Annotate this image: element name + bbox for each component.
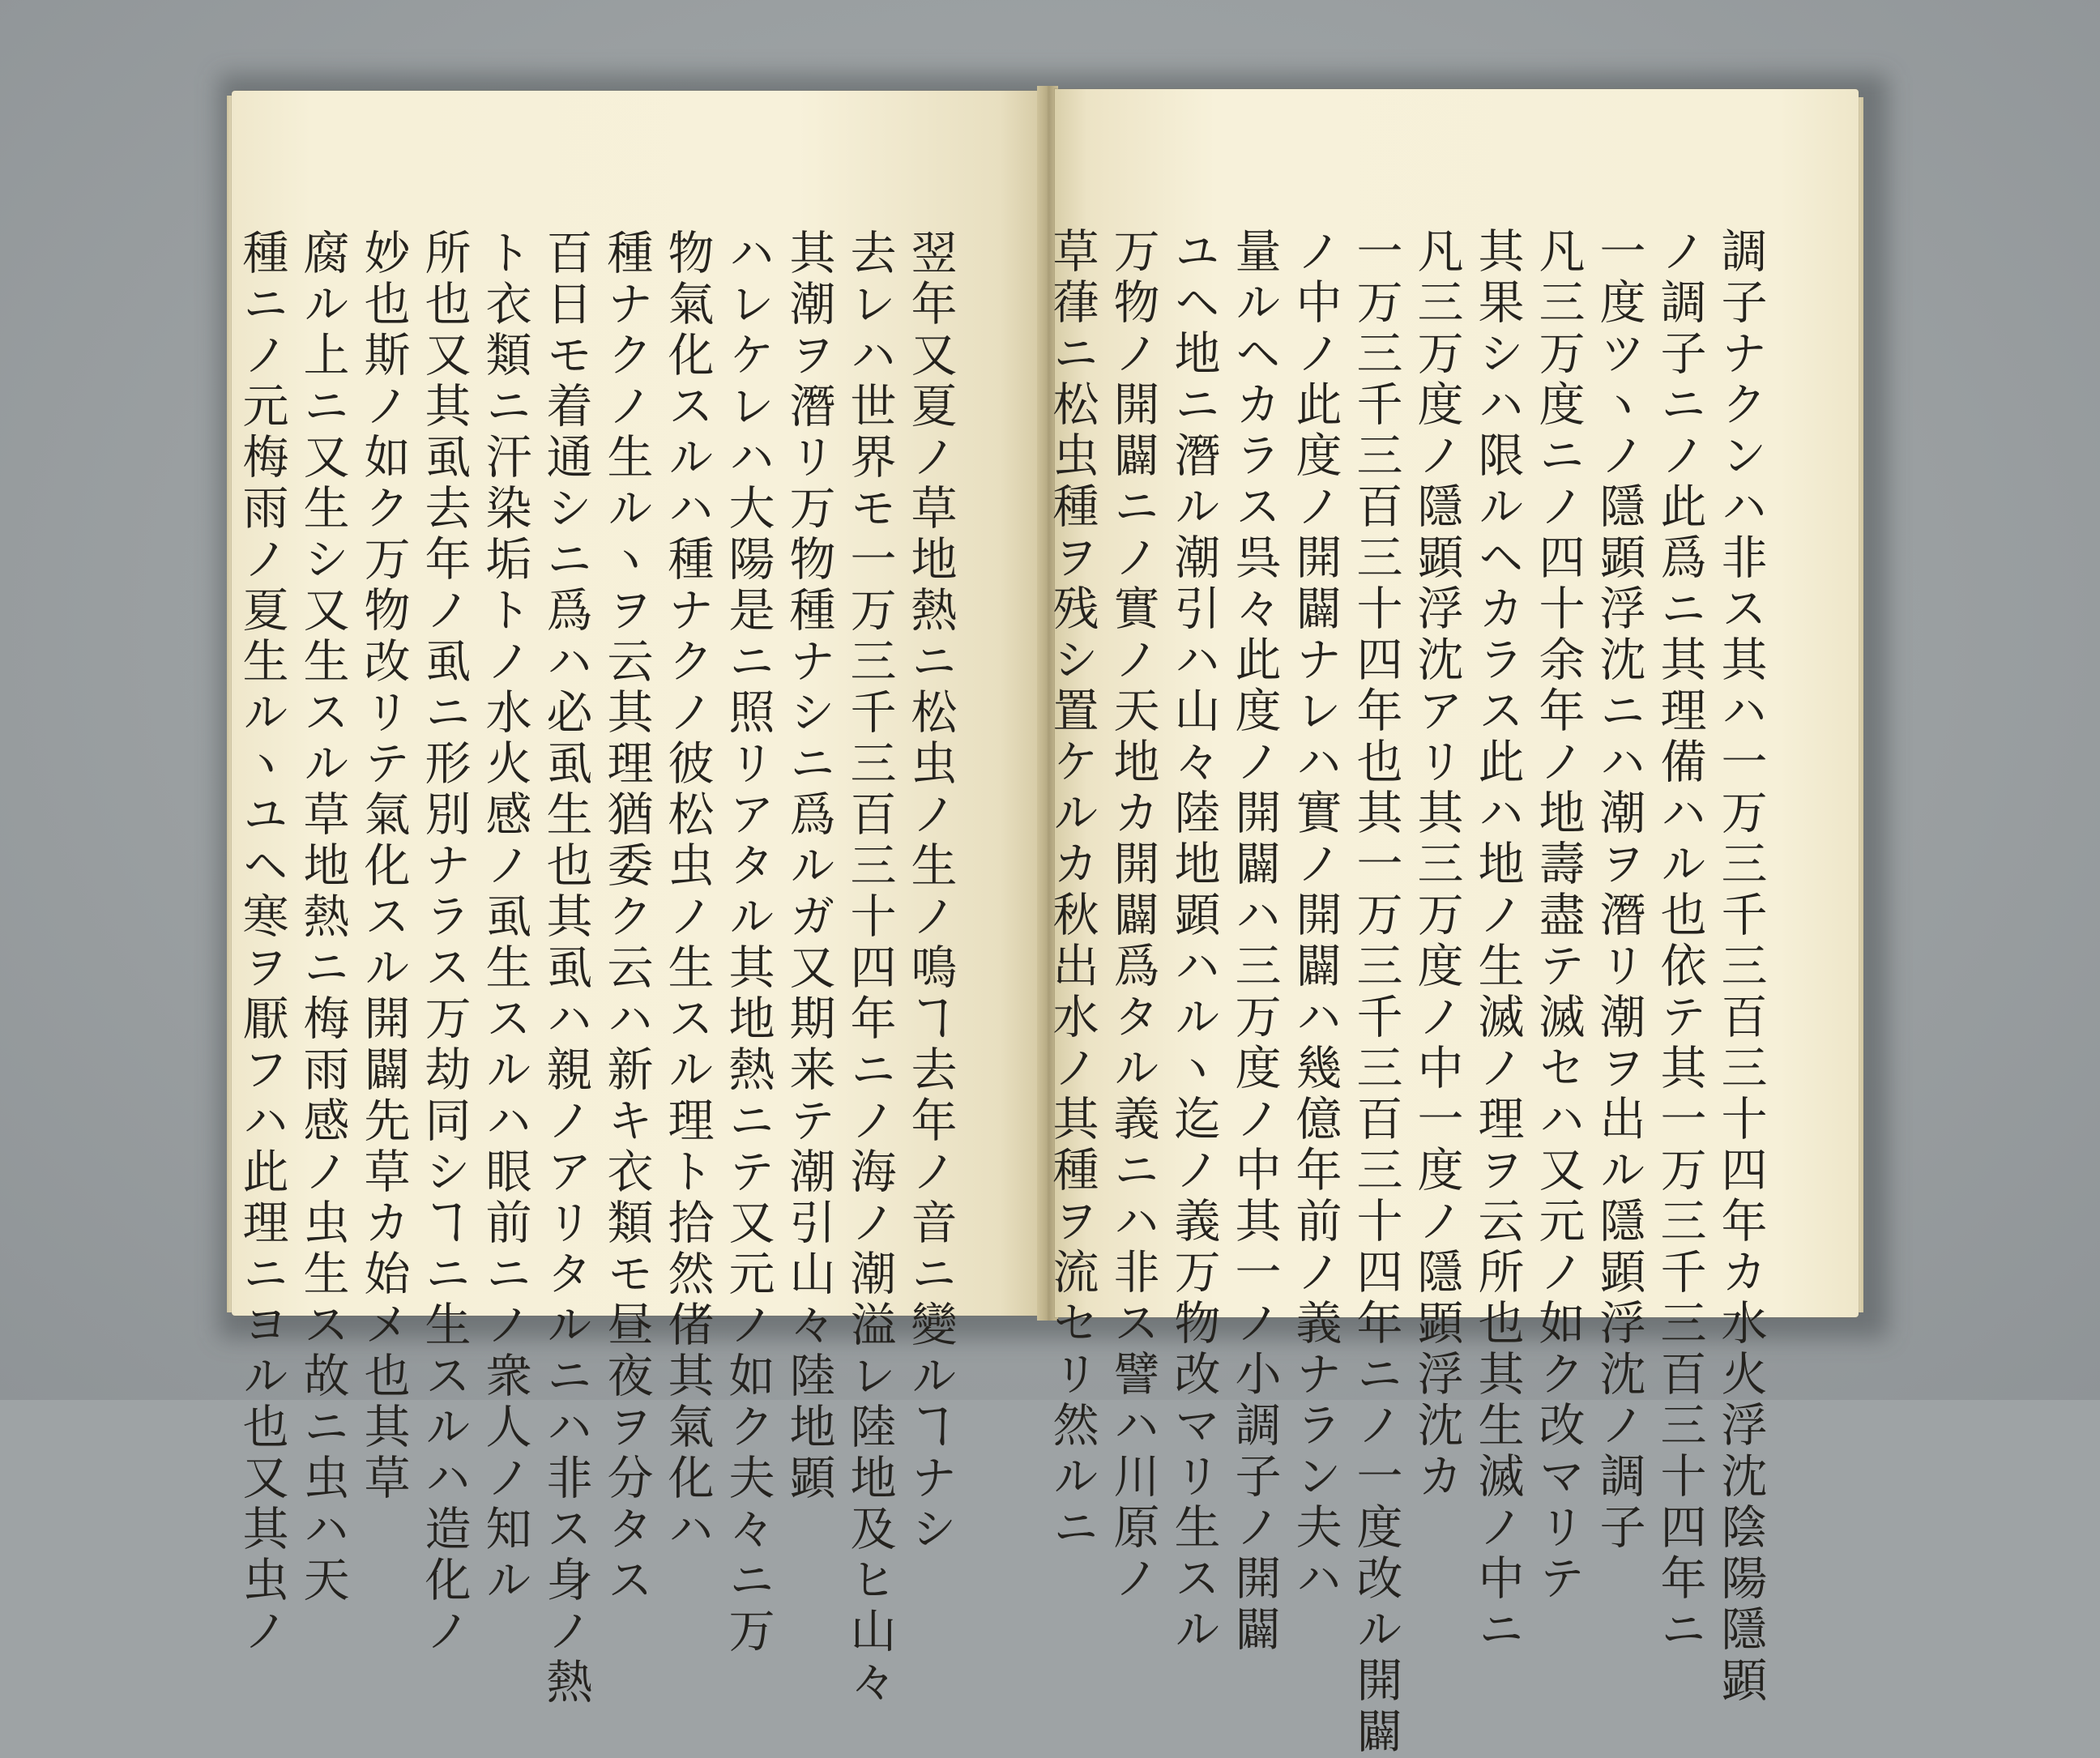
right-page-text [1034,227,1767,1758]
left-page [232,91,1040,1709]
text-column: 種ニノ元梅雨ノ夏生ルヽユヘ寒ヲ厭フハ此理ニヨル也又其虫ノ [235,228,288,1658]
text-column: 翌年又夏ノ草地熱ニ松虫ノ生ノ鳴ヿ去年ノ音ニ變ルヿナシ [903,228,957,1555]
text-column: ハレケレハ大陽是ニ照リアタル其地熱ニテ又元ノ如ク夫々ニ万 [721,228,775,1658]
text-column: 妙也斯ノ如ク万物改リテ氣化スル開闢先草カ始メ也其草 [356,228,410,1504]
text-column: 其潮ヲ潛リ万物種ナシニ爲ルガ又期来テ潮引山々陸地顕 [782,228,835,1504]
text-column: ユヘ地ニ潛ル潮引ハ山々陸地顕ハルヽ迄ノ義万物改マリ生スル [1167,227,1220,1656]
text-column: 種ナクノ生ルヽヲ云其理猶委ク云ハ新キ衣類モ昼夜ヲ分タス [600,228,653,1607]
text-column: 腐ル上ニ又生シ又生スル草地熱ニ梅雨感ノ虫生ス故ニ虫ハ天 [296,228,349,1607]
text-column: ト衣類ニ汗染垢トノ水火感ノ虱生スルハ眼前ニノ衆人ノ知ル [478,228,531,1607]
text-column: 其果シハ限ルヘカラス此ハ地ノ生滅ノ理ヲ云所也其生滅ノ中ニ [1470,227,1524,1656]
text-column: 凡三万度ニノ四十余年ノ地壽盡テ滅セハ又元ノ如ク改マリテ [1531,227,1585,1605]
text-column: 草葎ニ松虫種ヲ残シ置ケルカ秋出水ノ其種ヲ流セリ然ルニ [1045,227,1099,1554]
text-column: ノ中ノ此度ノ開闢ナレハ實ノ開闢ハ幾億年前ノ義ナラン夫ハ [1288,227,1342,1605]
text-column: ノ調子ニノ此爲ニ其理備ハル也依テ其一万三千三百三十四年ニ [1653,227,1706,1656]
text-column: 一万三千三百三十四年也其一万三千三百三十四年ニノ一度改ル開闢 [1349,227,1402,1758]
text-column: 凡三万度ノ隱顕浮沈アリ其三万度ノ中一度ノ隱顕浮沈カ [1410,227,1463,1503]
text-column: 調子ナクンハ非ス其ハ一万三千三百三十四年カ水火浮沈陰陽隱顕 [1714,227,1767,1707]
text-column: 量ルヘカラス呉々此度ノ開闢ハ三万度ノ中其一ノ小調子ノ開闢 [1227,227,1281,1656]
right-page [1045,89,1859,1758]
text-column: 万物ノ開闢ニノ實ノ天地カ開闢爲タル義ニハ非ス譬ハ川原ノ [1106,227,1159,1605]
text-column: 所也又其虱去年ノ虱ニ形別ナラス万劫同シヿニ生スルハ造化ノ [417,228,471,1658]
text-column: 一度ツヽノ隱顕浮沈ニハ潮ヲ潛リ潮ヲ出ル隱顕浮沈ノ調子 [1592,227,1645,1554]
text-column: 物氣化スルハ種ナクノ彼松虫ノ生スル理ト拾然偖其氣化ハ [660,228,714,1555]
left-page-text [224,228,957,1709]
text-column: 去レハ世界モ一万三千三百三十四年ニノ海ノ潮溢レ陸地及ヒ山々 [843,228,896,1709]
text-column: 百日モ着通シニ爲ハ必虱生也其虱ハ親ノアリタルニハ非ス身ノ熱 [539,228,592,1709]
